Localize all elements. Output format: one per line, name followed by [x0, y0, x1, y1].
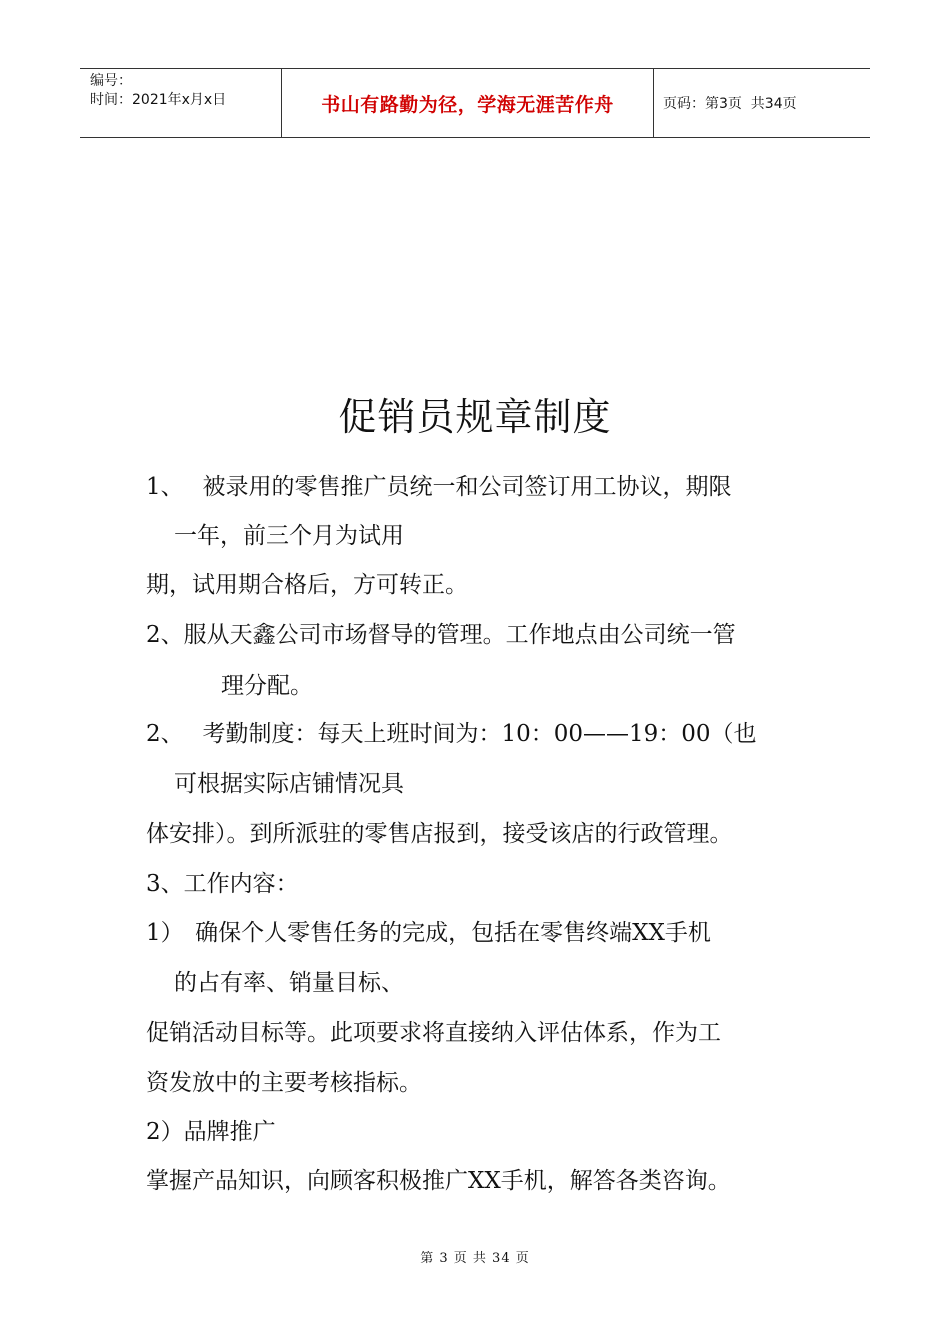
body-line: 2、服从天鑫公司市场督导的管理。工作地点由公司统一管: [146, 622, 736, 648]
body-line: 体安排）。到所派驻的零售店报到，接受该店的行政管理。: [146, 821, 733, 847]
body-line: 一年，前三个月为试用: [174, 523, 404, 549]
body-line: 期，试用期合格后，方可转正。: [146, 572, 468, 598]
document-title: 促销员规章制度: [338, 395, 612, 439]
document-header: [80, 68, 870, 138]
body-line: 1、 被录用的零售推广员统一和公司签订用工协议，期限: [146, 474, 732, 500]
header-motto-cell: [282, 69, 654, 137]
header-meta-cell: [80, 69, 282, 137]
header-page-cell: [654, 69, 870, 137]
body-line: 可根据实际店铺情况具: [174, 771, 404, 797]
body-line: 促销活动目标等。此项要求将直接纳入评估体系，作为工: [146, 1020, 721, 1046]
body-line: 2）品牌推广: [146, 1119, 276, 1145]
header-page-info: 页码：第3页 共34页: [663, 96, 797, 112]
body-line: 3、工作内容：: [146, 871, 299, 897]
header-number-label: 编号：: [90, 73, 132, 89]
body-line: 理分配。: [221, 673, 313, 699]
body-line: 2、 考勤制度：每天上班时间为：10：00——19：00（也: [146, 721, 757, 747]
body-line: 1） 确保个人零售任务的完成，包括在零售终端XX手机: [146, 920, 711, 946]
body-line: 的占有率、销量目标、: [174, 970, 404, 996]
body-line: 掌握产品知识，向顾客积极推广XX手机，解答各类咨询。: [146, 1168, 731, 1194]
header-time-label: 时间：2021年x月x日: [90, 92, 227, 108]
body-line: 资发放中的主要考核指标。: [146, 1070, 422, 1096]
header-motto: 书山有路勤为径，学海无涯苦作舟: [321, 93, 614, 116]
page-footer: 第 3 页 共 34 页: [420, 1251, 530, 1266]
